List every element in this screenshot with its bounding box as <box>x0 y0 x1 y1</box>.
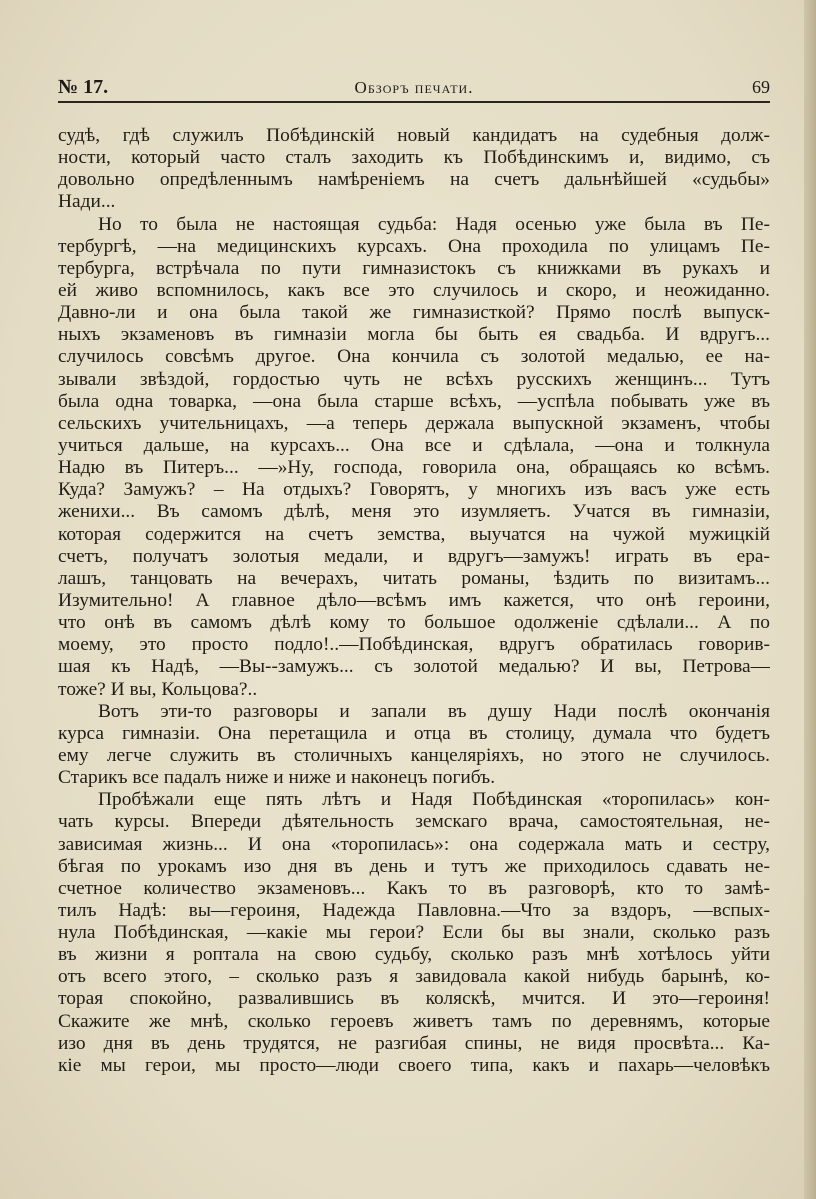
text-line: въ жизни я роптала на свою судьбу, сколько разъ мнѣ хотѣлось уйти <box>58 944 770 966</box>
issue-number: № 17. <box>58 76 109 98</box>
text-line: Куда? Замужъ? – На отдыхъ? Говорятъ, у многихъ изъ васъ уже есть <box>58 479 770 501</box>
text-line: чать курсы. Впереди дѣятельность земскаго врача, самостоятельная, не- <box>58 811 770 833</box>
text-line: моему, это просто подло!..—Побѣдинская, вдругъ обратилась говорив- <box>58 634 770 656</box>
text-line: нула Побѣдинская, —какіе мы герои? Если бы вы знали, сколько разъ <box>58 922 770 944</box>
page-edge <box>804 0 816 1199</box>
text-line: шая къ Надѣ, —Вы--замужъ... съ золотой медалью? И вы, Петрова— <box>58 656 770 678</box>
text-line: зависимая жизнь... И она «торопилась»: она содержала мать и сестру, <box>58 833 770 855</box>
text-line: сельскихъ учительницахъ, —а теперь держала выпускной экзаменъ, чтобы <box>58 412 770 434</box>
text-line: учиться дальше, на курсахъ... Она все и сдѣлала, —она и толкнула <box>58 434 770 456</box>
text-line: тербурга, встрѣчала по пути гимназистокъ съ книжками въ рукахъ и <box>58 257 770 279</box>
text-line: бѣгая по урокамъ изо дня въ день и тутъ же приходилось сдавать не- <box>58 855 770 877</box>
text-line: лашъ, танцовать на вечерахъ, читать романы, ѣздить по визитамъ... <box>58 567 770 589</box>
text-line: Старикъ все падалъ ниже и ниже и наконецъ погибъ. <box>58 767 496 789</box>
text-line: Давно-ли и она была такой же гимназисткой? Прямо послѣ выпуск- <box>58 302 770 324</box>
text-line: ему легче служить въ столичныхъ канцеляріяхъ, но этого не случилось. <box>58 744 770 766</box>
section-title: Обзоръ печати. <box>354 78 474 97</box>
text-line: тербургѣ, —на медицинскихъ курсахъ. Она проходила по улицамъ Пе- <box>58 235 770 257</box>
text-line: судѣ, гдѣ служилъ Побѣдинскій новый кандидатъ на судебныя долж- <box>58 125 770 146</box>
text-line: торая спокойно, развалившись въ коляскѣ, мчится. И это—героиня! <box>58 988 770 1010</box>
text-line: Нади... <box>58 191 116 213</box>
text-line: Скажите же мнѣ, сколько героевъ живетъ тамъ по деревнямъ, которые <box>58 1010 770 1032</box>
text-line: женихи... Въ самомъ дѣлѣ, меня это изумляетъ. Учатся въ гимназіи, <box>58 501 770 523</box>
text-line: ности, который часто сталъ заходить къ Побѣдинскимъ и, видимо, съ <box>58 147 770 169</box>
text-line: ей живо вспомнилось, какъ все это случилось и скоро, и неожиданно. <box>58 279 770 301</box>
text-line: Но то была не настоящая судьба: Надя осенью уже была въ Пе- <box>98 213 770 235</box>
text-line: зывали звѣздой, гордостью чуть не всѣхъ русскихъ женщинъ... Тутъ <box>58 368 770 390</box>
text-line: которая содержится на счетъ земства, выучатся на чужой мужицкій <box>58 523 770 545</box>
text-line: курса гимназіи. Она перетащила и отца въ столицу, думала что будетъ <box>58 722 770 744</box>
text-body <box>58 125 770 1185</box>
text-line: изо дня въ день трудятся, не разгибая спины, не видя просвѣта... Ка- <box>58 1032 770 1054</box>
text-line: Пробѣжали еще пять лѣтъ и Надя Побѣдинская «торопилась» кон- <box>98 789 770 811</box>
text-line: случилось совсѣмъ другое. Она кончила съ золотой медалью, ее на- <box>58 346 770 368</box>
text-line: счетное количество экзаменовъ... Какъ то въ разговорѣ, кто то замѣ- <box>58 877 770 899</box>
header-rule <box>58 101 770 103</box>
text-line: что онѣ въ самомъ дѣлѣ кому то большое одолженіе сдѣлали... А по <box>58 612 770 634</box>
text-line: отъ всего этого, – сколько разъ я завидовала какой нибудь барынѣ, ко- <box>58 966 770 988</box>
text-line: была одна товарка, —она была старше всѣхъ, —успѣла побывать уже въ <box>58 390 770 412</box>
text-line: тоже? И вы, Кольцова?.. <box>58 678 258 700</box>
text-line: счетъ, получатъ золотыя медали, и вдругъ—замужъ! играть въ ера- <box>58 545 770 567</box>
text-line: Вотъ эти-то разговоры и запали въ душу Нади послѣ окончанія <box>98 700 770 722</box>
text-line: ныхъ экзаменовъ въ гимназіи могла бы быть ея свадьба. И вдругъ... <box>58 324 770 346</box>
text-line: Изумительно! А главное дѣло—всѣмъ имъ кажется, что онѣ героини, <box>58 589 770 611</box>
text-line: Надю въ Питеръ... —»Ну, господа, говорила она, обращаясь ко всѣмъ. <box>58 457 770 479</box>
text-line: тилъ Надѣ: вы—героиня, Надежда Павловна.—Что за вздоръ, —вспых- <box>58 899 770 921</box>
running-header <box>58 68 770 102</box>
text-line: кіе мы герои, мы просто—люди своего типа, какъ и пахарь—человѣкъ <box>58 1054 770 1076</box>
page-number: 69 <box>752 77 770 97</box>
text-line: довольно опредѣленнымъ намѣреніемъ на счетъ дальнѣйшей «судьбы» <box>58 169 770 191</box>
